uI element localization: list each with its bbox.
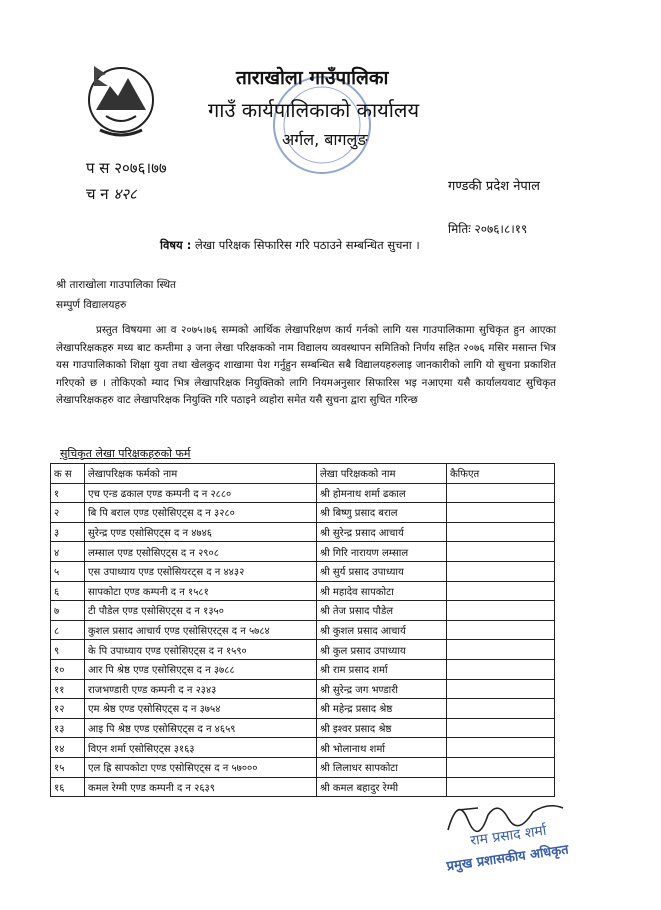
header-auditor: लेखा परिक्षकको नाम <box>317 464 447 484</box>
table-row <box>51 581 555 601</box>
recipient-line-1: श्री ताराखोला गाउपालिका स्थित <box>56 279 177 291</box>
cell-firm: कमल रेग्मी एण्ड कम्पनी द न २६३९ <box>85 777 317 797</box>
signer-name: राम प्रसाद शर्मा <box>469 822 548 850</box>
cell-firm: एस उपाध्याय एण्ड एसोसियरट्स द न ४४३२ <box>85 561 317 581</box>
reference-number: प स २०७६।७७ <box>86 159 167 177</box>
auditor-table <box>50 463 555 797</box>
cell-auditor: श्री सुर्य प्रसाद उपाध्याय <box>317 561 447 581</box>
cell-firm: राजभण्डारी एण्ड कम्पनी द न २३४३ <box>85 679 317 699</box>
signer-title: प्रमुख प्रशासकीय अधिकृत <box>445 842 570 875</box>
table-row <box>51 620 555 640</box>
cell-remarks <box>447 620 555 640</box>
cell-serial: १५ <box>51 757 85 777</box>
cell-auditor: श्री लिलाधर सापकोटा <box>317 757 447 777</box>
cell-serial: ७ <box>51 601 85 621</box>
cell-auditor: श्री होमनाथ शर्मा ढकाल <box>317 483 447 503</box>
cell-firm: एम श्रेष्ठ एण्ड एसोसिएट्स द न ३७५४ <box>85 699 317 719</box>
cell-remarks <box>447 503 555 523</box>
cell-auditor: श्री भोलानाथ शर्मा <box>317 738 447 758</box>
cell-serial: १४ <box>51 738 85 758</box>
nepal-emblem-icon <box>86 56 156 142</box>
subject-label: विषय : <box>160 238 192 252</box>
header-serial: क स <box>51 464 85 484</box>
cell-auditor: श्री महादेव सापकोटा <box>317 581 447 601</box>
cell-firm: आइ पि श्रेष्ठ एण्ड एसोसिएट्स द न ४६५९ <box>85 718 317 738</box>
province: गण्डकी प्रदेश नेपाल <box>448 179 540 194</box>
cell-auditor: श्री गिरि नारायण लम्साल <box>317 542 447 562</box>
letter-date: मितिः २०७६।८।१९ <box>448 222 528 236</box>
table-row <box>51 738 555 758</box>
cell-remarks <box>447 542 555 562</box>
table-row <box>51 718 555 738</box>
table-title: सुचिकृत लेखा परिक्षकहरुको फर्म <box>60 447 191 460</box>
cell-auditor: श्री कुल प्रसाद उपाध्याय <box>317 640 447 660</box>
table-row <box>51 522 555 542</box>
cell-firm: सुरेन्द्र एण्ड एसोसिएट्स द न ४७४६ <box>85 522 317 542</box>
cell-serial: ४ <box>51 542 85 562</box>
header-firm: लेखापरिक्षक फर्मको नाम <box>85 464 317 484</box>
cell-remarks <box>447 640 555 660</box>
dispatch-value: ४२८ <box>113 185 137 203</box>
cell-serial: ३ <box>51 522 85 542</box>
cell-firm: आर पि श्रेष्ठ एण्ड एसोसिएट्स द न ३७८८ <box>85 659 317 679</box>
cell-firm: एल ह्रि सापकोटा एण्ड एसोसिएट्स द न ५७००० <box>85 757 317 777</box>
table-row <box>51 483 555 503</box>
table-row <box>51 561 555 581</box>
cell-firm: टी पौडेल एण्ड एसोसिएट्स द न १३५० <box>85 601 317 621</box>
cell-firm: लम्साल एण्ड एसोसिएट्स द न २९०८ <box>85 542 317 562</box>
letter-body: प्रस्तुत विषयमा आ व २०७५।७६ सम्मको आर्थिक लेखापरिक्षण कार्य गर्नको लागि यस गाउपालिकामा सुचिकृत हुन आएका लेखापरिक्षकहरु मध्य बाट कम्तीमा ३ जना लेखा परिक्षकको नाम विद्यालय व्यवस्थापन समितिको निर्णय सहित २०७६ मसिर मसान्त भित्र यस गाउपालिकाको शिक्षा युवा तथा खेलकुद शाखामा पेश गर्नुहुन सम्बन्धित सबै विद्यालयहरुलाइ जानकारीको लागि यो सुचना प्रकाशित गरिएको छ । तोकिएको म्याद भित्र लेखापरिक्षक नियुक्तिको लागि नियमअनुसार सिफारिस भइ नआएमा यसै कार्यालयवाट सुचिकृत लेखापरिक्षकहरु वाट लेखापरिक्षक नियुक्ति गरि पठाइने व्यहोरा समेत यसै सुचना द्वारा सुचित गरिन्छ <box>56 324 556 406</box>
cell-auditor: श्री कुशल प्रसाद आचार्य <box>317 620 447 640</box>
subject-text: लेखा परिक्षक सिफारिस गरि पठाउने सम्बन्धित सुचना । <box>194 238 420 252</box>
cell-serial: १६ <box>51 777 85 797</box>
header-remarks: कैफिएत <box>447 464 555 484</box>
cell-serial: ८ <box>51 620 85 640</box>
cell-serial: ६ <box>51 581 85 601</box>
office-name: ताराखोला गाउँपालिका <box>236 67 389 89</box>
cell-firm: के पि उपाध्याय एण्ड एसोसिएट्स द न १५९० <box>85 640 317 660</box>
cell-remarks <box>447 699 555 719</box>
table-row <box>51 542 555 562</box>
office-location: अर्गल, बागलुङ <box>282 130 368 149</box>
table-row <box>51 503 555 523</box>
recipient-line-2: सम्पुर्ण विद्यालयहरु <box>56 299 127 311</box>
cell-remarks <box>447 522 555 542</box>
cell-auditor: श्री सुरेन्द्र जग भण्डारी <box>317 679 447 699</box>
cell-auditor: श्री महेन्द्र प्रसाद श्रेष्ठ <box>317 699 447 719</box>
cell-serial: ९ <box>51 640 85 660</box>
cell-firm: सापकोटा एण्ड कम्पनी द न १५८१ <box>85 581 317 601</box>
table-row <box>51 679 555 699</box>
table-row <box>51 640 555 660</box>
cell-firm: कुशल प्रसाद आचार्य एण्ड एसोसिएरट्स द न ५७८४ <box>85 620 317 640</box>
cell-auditor: श्री बिष्णु प्रसाद बराल <box>317 503 447 523</box>
cell-firm: बि पि बराल एण्ड एसोसिएट्स द न ३२८० <box>85 503 317 523</box>
subject-line <box>160 238 420 253</box>
cell-auditor: श्री सुरेन्द्र प्रसाद आचार्य <box>317 522 447 542</box>
cell-remarks <box>447 757 555 777</box>
cell-serial: १३ <box>51 718 85 738</box>
cell-auditor: श्री इश्वर प्रसाद श्रेष्ठ <box>317 718 447 738</box>
dispatch-label: च न <box>86 185 109 203</box>
cell-firm: एच एन्ड ढकाल एण्ड कम्पनी द न २८८० <box>85 483 317 503</box>
cell-serial: १ <box>51 483 85 503</box>
cell-firm: विएन शर्मा एसोसिएट्स ३१६३ <box>85 738 317 758</box>
cell-serial: ५ <box>51 561 85 581</box>
table-header-row <box>51 464 555 484</box>
cell-remarks <box>447 483 555 503</box>
cell-serial: १२ <box>51 699 85 719</box>
cell-serial: ११ <box>51 679 85 699</box>
cell-serial: १० <box>51 659 85 679</box>
cell-remarks <box>447 738 555 758</box>
cell-serial: २ <box>51 503 85 523</box>
table-row <box>51 659 555 679</box>
cell-auditor: श्री राम प्रसाद शर्मा <box>317 659 447 679</box>
cell-remarks <box>447 581 555 601</box>
cell-remarks <box>447 561 555 581</box>
dispatch-number <box>86 184 137 204</box>
table-row <box>51 601 555 621</box>
cell-remarks <box>447 601 555 621</box>
cell-remarks <box>447 679 555 699</box>
cell-remarks <box>447 659 555 679</box>
cell-auditor: श्री कमल बहादुर रेग्मी <box>317 777 447 797</box>
table-row <box>51 699 555 719</box>
office-subtitle: गाउँ कार्यपालिकाको कार्यालय <box>208 98 420 122</box>
cell-auditor: श्री तेज प्रसाद पौडेल <box>317 601 447 621</box>
table-row <box>51 757 555 777</box>
cell-remarks <box>447 718 555 738</box>
